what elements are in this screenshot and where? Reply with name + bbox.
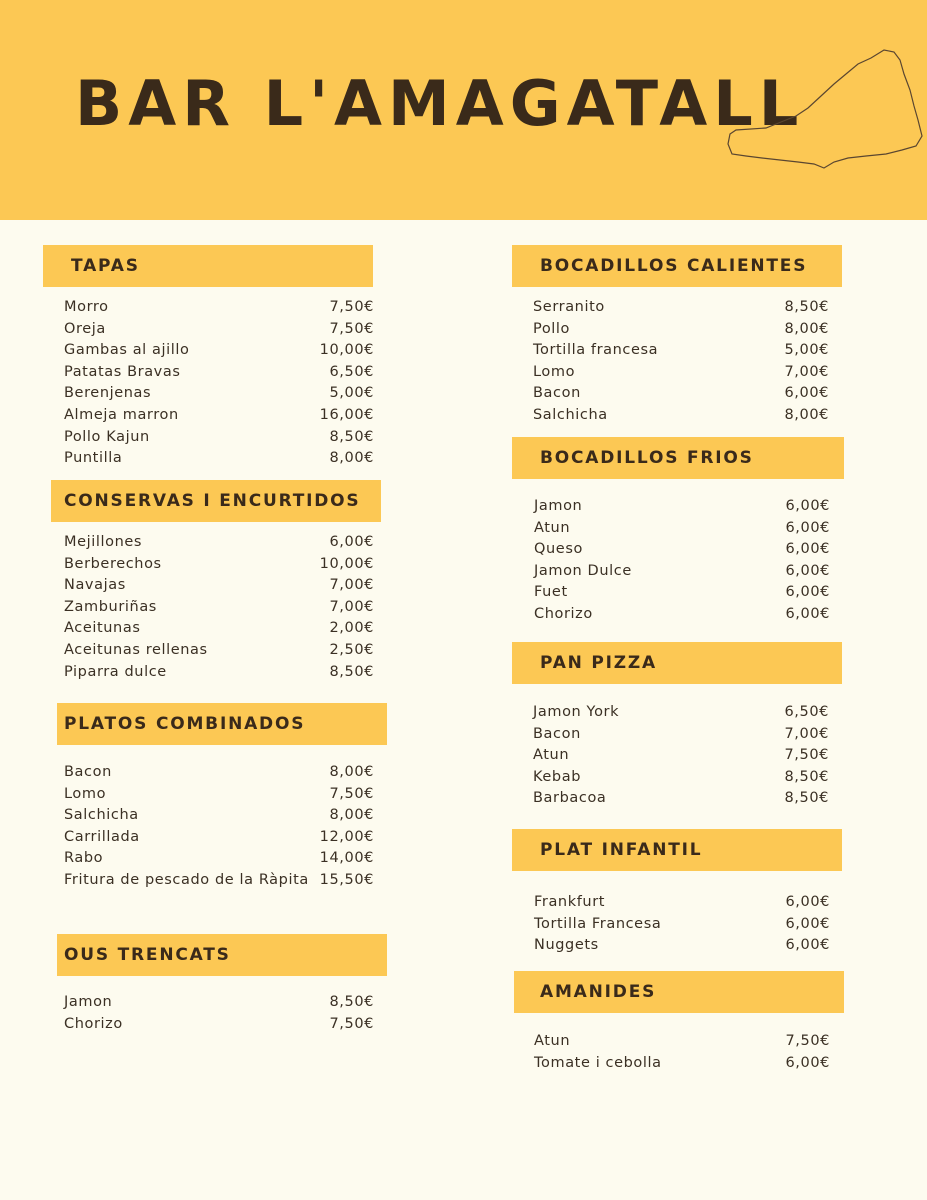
menu-list-platos <box>64 762 374 892</box>
bar-title: BAR L'AMAGATALL <box>75 67 805 140</box>
menu-item <box>64 992 374 1014</box>
menu-item <box>533 319 829 341</box>
item-price: 7,50€ <box>329 299 374 315</box>
item-price: 6,00€ <box>785 562 830 579</box>
menu-item <box>64 297 374 319</box>
menu-list-pizza <box>533 702 829 810</box>
menu-item <box>533 745 829 767</box>
item-name: Jamon <box>64 994 113 1010</box>
item-name: Mejillones <box>64 534 143 550</box>
item-price: 7,00€ <box>784 363 829 380</box>
menu-item <box>533 702 829 724</box>
menu-item <box>534 914 830 936</box>
menu-item <box>64 597 374 619</box>
menu-list-infantil <box>534 892 830 957</box>
item-price: 8,00€ <box>329 807 374 824</box>
item-name: Tortilla Francesa <box>534 915 662 932</box>
section-header-platos <box>57 703 387 745</box>
item-price: 6,00€ <box>785 584 830 601</box>
section-header-pizza <box>512 642 842 684</box>
menu-item <box>533 383 829 405</box>
item-price: 8,50€ <box>329 994 374 1010</box>
item-name: Berberechos <box>64 555 162 572</box>
menu-list-frios <box>534 496 830 626</box>
menu-item <box>533 362 829 384</box>
item-price: 7,50€ <box>329 320 374 337</box>
item-price: 6,00€ <box>329 534 374 550</box>
item-price: 6,00€ <box>785 894 830 910</box>
item-price: 7,00€ <box>784 725 829 742</box>
item-name: Aceitunas <box>64 620 141 637</box>
menu-item <box>64 848 374 870</box>
region-map-outline-icon <box>726 46 926 172</box>
item-price: 8,50€ <box>329 428 374 445</box>
menu-item <box>534 582 830 604</box>
menu-item <box>64 319 374 341</box>
section-title: PAN PIZZA <box>540 653 657 673</box>
menu-item <box>64 427 374 449</box>
item-price: 7,50€ <box>784 747 829 764</box>
item-name: Jamon <box>534 498 583 514</box>
item-name: Oreja <box>64 320 106 337</box>
item-name: Berenjenas <box>64 385 152 402</box>
item-price: 8,50€ <box>329 663 374 680</box>
menu-list-amanides <box>534 1031 830 1074</box>
menu-item <box>534 1053 830 1075</box>
item-name: Navajas <box>64 577 126 594</box>
item-name: Puntilla <box>64 450 123 467</box>
item-price: 8,00€ <box>329 764 374 780</box>
menu-list-ous <box>64 992 374 1035</box>
menu-item <box>533 767 829 789</box>
menu-item <box>534 518 830 540</box>
menu-item <box>64 532 374 554</box>
item-name: Frankfurt <box>534 894 606 910</box>
item-name: Fritura de pescado de la Ràpita <box>64 871 309 888</box>
item-name: Almeja marron <box>64 406 179 423</box>
item-name: Patatas Bravas <box>64 363 181 380</box>
item-price: 6,00€ <box>785 541 830 558</box>
menu-item <box>64 340 374 362</box>
menu-item <box>64 827 374 849</box>
item-name: Nuggets <box>534 937 599 954</box>
section-header-calientes <box>512 245 842 287</box>
section-title: OUS TRENCATS <box>64 945 231 965</box>
section-title: TAPAS <box>71 256 140 276</box>
item-price: 6,00€ <box>785 498 830 514</box>
menu-item <box>534 1031 830 1053</box>
item-name: Pollo Kajun <box>64 428 150 445</box>
menu-item <box>64 362 374 384</box>
item-name: Salchicha <box>64 807 139 824</box>
item-price: 6,00€ <box>785 519 830 536</box>
item-price: 8,50€ <box>784 768 829 785</box>
section-title: AMANIDES <box>540 982 657 1002</box>
item-price: 8,50€ <box>784 299 829 315</box>
item-name: Atun <box>534 1033 571 1049</box>
item-name: Gambas al ajillo <box>64 342 190 359</box>
menu-list-conservas <box>64 532 374 683</box>
item-name: Kebab <box>533 768 582 785</box>
item-price: 8,00€ <box>784 320 829 337</box>
item-price: 8,00€ <box>784 406 829 423</box>
item-name: Queso <box>534 541 583 558</box>
menu-item <box>64 554 374 576</box>
menu-item <box>534 935 830 957</box>
menu-item <box>534 539 830 561</box>
item-price: 10,00€ <box>319 555 374 572</box>
item-price: 6,00€ <box>784 385 829 402</box>
item-name: Bacon <box>64 764 112 780</box>
item-price: 2,50€ <box>329 641 374 658</box>
item-name: Carrillada <box>64 828 140 845</box>
section-title: PLAT INFANTIL <box>540 840 703 860</box>
menu-item <box>64 1014 374 1036</box>
menu-item <box>64 640 374 662</box>
menu-item <box>533 340 829 362</box>
item-price: 14,00€ <box>319 850 374 867</box>
item-price: 12,00€ <box>319 828 374 845</box>
item-price: 5,00€ <box>784 342 829 359</box>
item-name: Bacon <box>533 385 581 402</box>
section-header-infantil <box>512 829 842 871</box>
item-price: 5,00€ <box>329 385 374 402</box>
menu-item <box>64 618 374 640</box>
section-header-tapas <box>43 245 373 287</box>
menu-item <box>64 870 374 892</box>
item-name: Lomo <box>64 785 107 802</box>
menu-item <box>64 762 374 784</box>
item-name: Zamburiñas <box>64 598 157 615</box>
section-title: CONSERVAS I ENCURTIDOS <box>64 491 361 511</box>
item-price: 6,00€ <box>785 915 830 932</box>
menu-list-tapas <box>64 297 374 470</box>
item-name: Tortilla francesa <box>533 342 659 359</box>
item-price: 6,00€ <box>785 1054 830 1071</box>
section-title: BOCADILLOS CALIENTES <box>540 256 808 276</box>
item-price: 6,50€ <box>329 363 374 380</box>
menu-item <box>64 784 374 806</box>
menu-item <box>534 496 830 518</box>
item-price: 10,00€ <box>319 342 374 359</box>
item-name: Serranito <box>533 299 605 315</box>
item-name: Rabo <box>64 850 104 867</box>
menu-list-calientes <box>533 297 829 427</box>
item-name: Morro <box>64 299 109 315</box>
menu-item <box>534 604 830 626</box>
item-name: Aceitunas rellenas <box>64 641 208 658</box>
menu-item <box>533 724 829 746</box>
section-header-frios <box>512 437 844 479</box>
menu-item <box>534 892 830 914</box>
item-name: Chorizo <box>534 605 593 622</box>
item-name: Atun <box>533 747 570 764</box>
menu-item <box>64 575 374 597</box>
item-name: Pollo <box>533 320 571 337</box>
item-price: 7,50€ <box>329 1015 374 1032</box>
item-price: 7,50€ <box>329 785 374 802</box>
item-name: Jamon York <box>533 704 620 720</box>
item-price: 2,00€ <box>329 620 374 637</box>
menu-item <box>64 405 374 427</box>
item-name: Lomo <box>533 363 576 380</box>
menu-item <box>533 405 829 427</box>
menu-item <box>64 383 374 405</box>
menu-item <box>64 662 374 684</box>
item-name: Jamon Dulce <box>534 562 632 579</box>
item-name: Chorizo <box>64 1015 123 1032</box>
item-price: 6,00€ <box>785 937 830 954</box>
item-price: 6,50€ <box>784 704 829 720</box>
item-name: Salchicha <box>533 406 608 423</box>
item-name: Atun <box>534 519 571 536</box>
item-name: Tomate i cebolla <box>534 1054 662 1071</box>
menu-item <box>534 561 830 583</box>
item-price: 16,00€ <box>319 406 374 423</box>
item-name: Barbacoa <box>533 790 607 807</box>
item-name: Bacon <box>533 725 581 742</box>
menu-item <box>64 805 374 827</box>
section-title: BOCADILLOS FRIOS <box>540 448 754 468</box>
item-price: 7,50€ <box>785 1033 830 1049</box>
item-price: 6,00€ <box>785 605 830 622</box>
section-header-conservas <box>51 480 381 522</box>
item-price: 8,50€ <box>784 790 829 807</box>
menu-item <box>64 448 374 470</box>
item-price: 8,00€ <box>329 450 374 467</box>
item-price: 15,50€ <box>319 871 374 888</box>
item-name: Piparra dulce <box>64 663 167 680</box>
item-price: 7,00€ <box>329 577 374 594</box>
menu-item <box>533 788 829 810</box>
item-name: Fuet <box>534 584 568 601</box>
section-header-ous <box>57 934 387 976</box>
section-title: PLATOS COMBINADOS <box>64 714 306 734</box>
item-price: 7,00€ <box>329 598 374 615</box>
section-header-amanides <box>514 971 844 1013</box>
menu-item <box>533 297 829 319</box>
